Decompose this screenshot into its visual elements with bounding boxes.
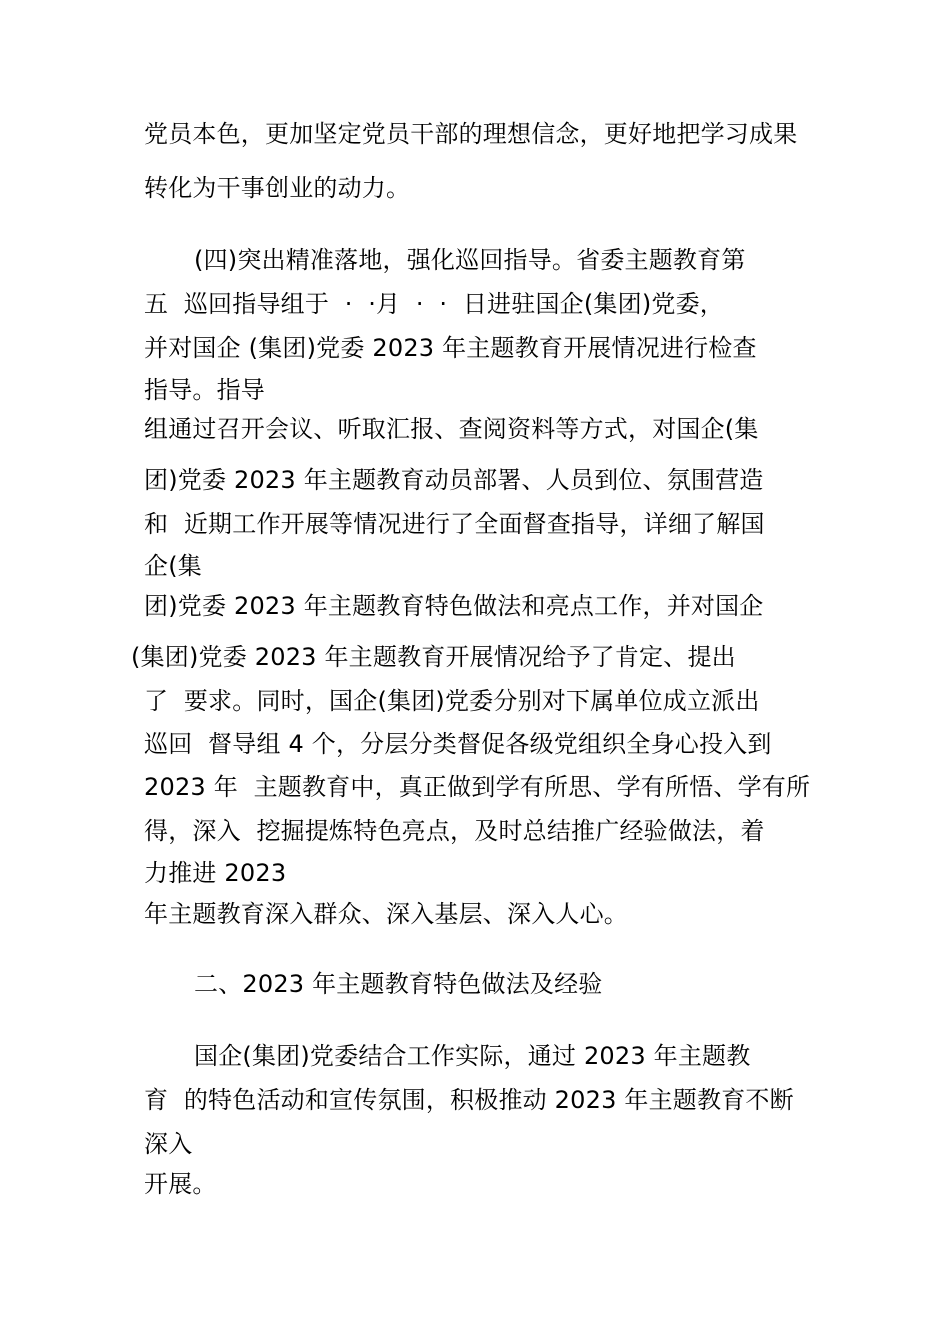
- text-line: 育 的特色活动和宣传氛围，积极推动 2023 年主题教育不断: [144, 1086, 794, 1114]
- text-line: 开展。: [144, 1170, 217, 1198]
- text-line: 巡回 督导组 4 个，分层分类督促各级党组织全身心投入到: [144, 730, 772, 758]
- text-line: 年主题教育深入群众、深入基层、深入人心。: [144, 900, 628, 928]
- text-line: 团)党委 2023 年主题教育特色做法和亮点工作，并对国企: [144, 592, 764, 620]
- text-line: (集团)党委 2023 年主题教育开展情况给予了肯定、提出: [131, 643, 736, 671]
- text-line: 转化为干事创业的动力。: [144, 174, 411, 202]
- text-line: 团)党委 2023 年主题教育动员部署、人员到位、氛围营造: [144, 466, 764, 494]
- text-line: 组通过召开会议、听取汇报、查阅资料等方式，对国企(集: [144, 415, 759, 443]
- text-line: 力推进 2023: [144, 859, 287, 887]
- text-line: 党员本色，更加坚定党员干部的理想信念，更好地把学习成果: [144, 120, 798, 148]
- text-line: 并对国企 (集团)党委 2023 年主题教育开展情况进行检查: [144, 334, 757, 362]
- text-line: 深入: [144, 1130, 193, 1158]
- text-line: 企(集: [144, 552, 202, 580]
- text-line: 和 近期工作开展等情况进行了全面督查指导，详细了解国: [144, 510, 765, 538]
- text-line: 指导。指导: [144, 376, 265, 404]
- text-line: 2023 年 主题教育中，真正做到学有所思、学有所悟、学有所: [144, 773, 811, 801]
- text-line: 得，深入 挖掘提炼特色亮点，及时总结推广经验做法，着: [144, 817, 765, 845]
- text-line: (四)突出精准落地，强化巡回指导。省委主题教育第: [194, 246, 746, 274]
- text-line: 五 巡回指导组于 · ·月 · · 日进驻国企(集团)党委，: [144, 290, 724, 318]
- section-heading: 二、2023 年主题教育特色做法及经验: [194, 970, 603, 998]
- text-line: 国企(集团)党委结合工作实际，通过 2023 年主题教: [194, 1042, 751, 1070]
- text-line: 了 要求。同时，国企(集团)党委分别对下属单位成立派出: [144, 687, 760, 715]
